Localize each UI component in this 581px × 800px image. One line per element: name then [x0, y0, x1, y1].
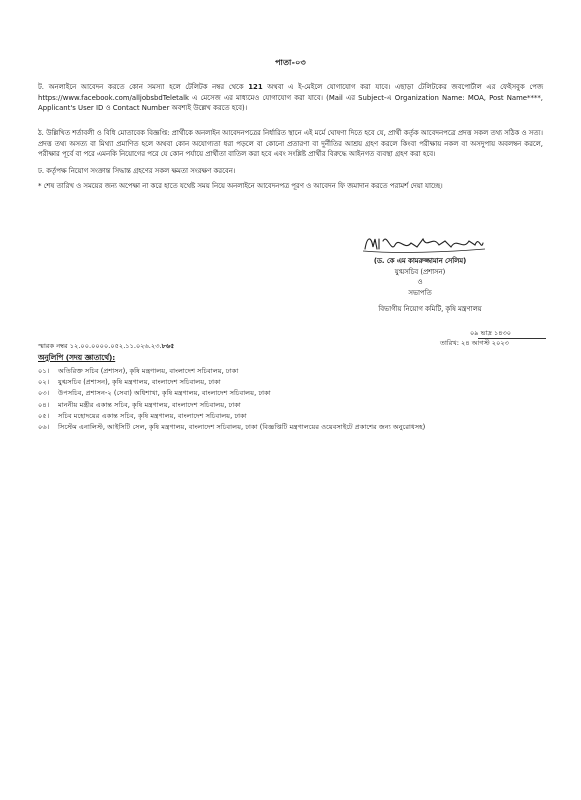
list-item-number: ০৩। — [38, 389, 50, 398]
list-item — [38, 422, 425, 433]
list-item — [38, 411, 425, 422]
signer-designation: যুগ্মসচিব (প্রশাসন) — [394, 267, 446, 276]
date-label: তারিখ: — [440, 338, 459, 347]
paragraph-dh: ঢ. কর্তৃপক্ষ নিয়োগ সংক্রান্ত সিদ্ধান্ত গ্রহণের সকল ক্ষমতা সংরক্ষণ করবেন। — [38, 167, 236, 175]
advice-note: * শেষ তারিখ ও সময়ের জন্য অপেক্ষা না করে হাতে যথেষ্ট সময় নিয়ে অনলাইনে আবেদনপত্র পূরণ ও আবেদন ফি জমাদান করতে পরামর্শ দেয়া যাচ্ছে। — [38, 182, 443, 190]
list-item-number: ০৫। — [38, 411, 50, 420]
date-bangla-calendar: ০৯ ভাদ্র ১৪৩০ — [470, 329, 512, 337]
page-number: পাতা-০৩ — [275, 58, 306, 67]
copy-to-list — [38, 366, 425, 433]
signer-role: সভাপতি — [408, 288, 432, 297]
list-item-text: উপসচিব, প্রশাসন-২ (সেবা) অধিশাখা, কৃষি মন্ত্রণালয়, বাংলাদেশ সচিবালয়, ঢাকা — [58, 389, 271, 398]
list-item-text: সিস্টেম এনালিস্ট, আইসিটি সেল, কৃষি মন্ত্রণালয়, বাংলাদেশ সচিবালয়, ঢাকা (বিজ্ঞপ্তিটি মন্ত্রণালয়ের ওয়েবসাইটে প্রকাশের জন্য অনুরোধসহ) — [58, 423, 426, 432]
list-item — [38, 400, 425, 411]
memo-reference — [38, 340, 174, 352]
list-item-number: ০৬। — [38, 423, 50, 432]
list-item-text: সচিব মহোদয়ের একান্ত সচিব, কৃষি মন্ত্রণালয়, বাংলাদেশ সচিবালয়, ঢাকা — [58, 411, 247, 420]
list-item — [38, 388, 425, 399]
list-item-number: ০১। — [38, 367, 50, 375]
list-item-text: অতিরিক্ত সচিব (প্রশাসন), কৃষি মন্ত্রণালয়, বাংলাদেশ সচিবালয়, ঢাকা — [58, 367, 239, 375]
copy-to-title: অনুলিপি (সদয় জ্ঞাতার্থে): — [38, 353, 116, 362]
memo-reference-suffix: ৮৬৫ — [161, 342, 175, 350]
list-item — [38, 377, 425, 388]
paragraph-t-part2: অথবা এ ই-মেইলে যোগাযোগ করা যাবে। এছাড়া টেলিটকের জবপোর্টাল এর ফেইসবুক পেজ https://www.facebook.com/alljobsbdTeletalk এ মেসেজ এর মাধ্যমেও যোগাযোগ করা যাবে। (Mail এর Subject-এ Organization Name: MOA, Post Name****, Applicant's User ID ও Contact Number অবশ্যই উল্লেখ করতে হবে)। — [38, 83, 543, 113]
date-gregorian: ২৪ আগস্ট ২০২৩ — [461, 338, 509, 347]
teletalk-number: 121 — [248, 83, 263, 91]
signer-and: ও — [417, 278, 423, 286]
paragraph-t — [38, 82, 543, 114]
date-divider — [478, 338, 546, 339]
list-item-number: ০২। — [38, 378, 50, 387]
list-item-text: যুগ্মসচিব (প্রশাসন), কৃষি মন্ত্রণালয়, বাংলাদেশ সচিবালয়, ঢাকা — [58, 378, 221, 387]
paragraph-t-part1: ট. অনলাইনে আবেদন করতে কোন সমস্যা হলে টেলিটক নম্বর থেকে — [38, 83, 249, 91]
list-item — [38, 366, 425, 377]
list-item-number: ০৪। — [38, 400, 50, 409]
list-item-text: মাননীয় মন্ত্রীর একান্ত সচিব, কৃষি মন্ত্রণালয়, বাংলাদেশ সচিবালয়, ঢাকা — [58, 400, 241, 409]
committee-name: বিভাগীয় নিয়োগ কমিটি, কৃষি মন্ত্রণালয় — [378, 305, 482, 313]
memo-reference-number: স্মারক নম্বর ১২.০০.০০০০.০৫২.১১.০২৬.২৩. — [38, 342, 162, 350]
paragraph-th: ঠ. উল্লিখিত শর্তাবলী ও বিধি মোতাবেক বিজ্ঞপ্তি: প্রার্থীকে অনলাইন আবেদনপত্রের নির্ধারিত স্থানে এই মর্মে ঘোষণা দিতে হবে যে, প্রার্থী কর্তৃক আবেদনপত্রে প্রদত্ত সকল তথ্য সঠিক ও সত্য। প্রদত্ত তথ্য অসত্য বা মিথ্যা প্রমাণিত হলে অথবা কোন অযোগ্যতা ধরা পড়লে বা কোনো প্রতারণা বা দুর্নীতির আশ্রয় গ্রহণ করলে কিংবা পরীক্ষায় নকল বা অসদুপায় অবলম্বন করলে, পরীক্ষার পূর্বে বা পরে এমনকি নিয়োগের পরে যে কোন পর্যায়ে প্রার্থীতা বাতিল করা হবে এবং সংশ্লিষ্ট প্রার্থীর বিরুদ্ধে আইনগত ব্যবস্থা গ্রহণ করা হবে। — [38, 129, 543, 159]
signer-block — [345, 256, 495, 298]
signer-name: (ড. কে এম কামরুজ্জামান সেলিম) — [373, 257, 467, 265]
